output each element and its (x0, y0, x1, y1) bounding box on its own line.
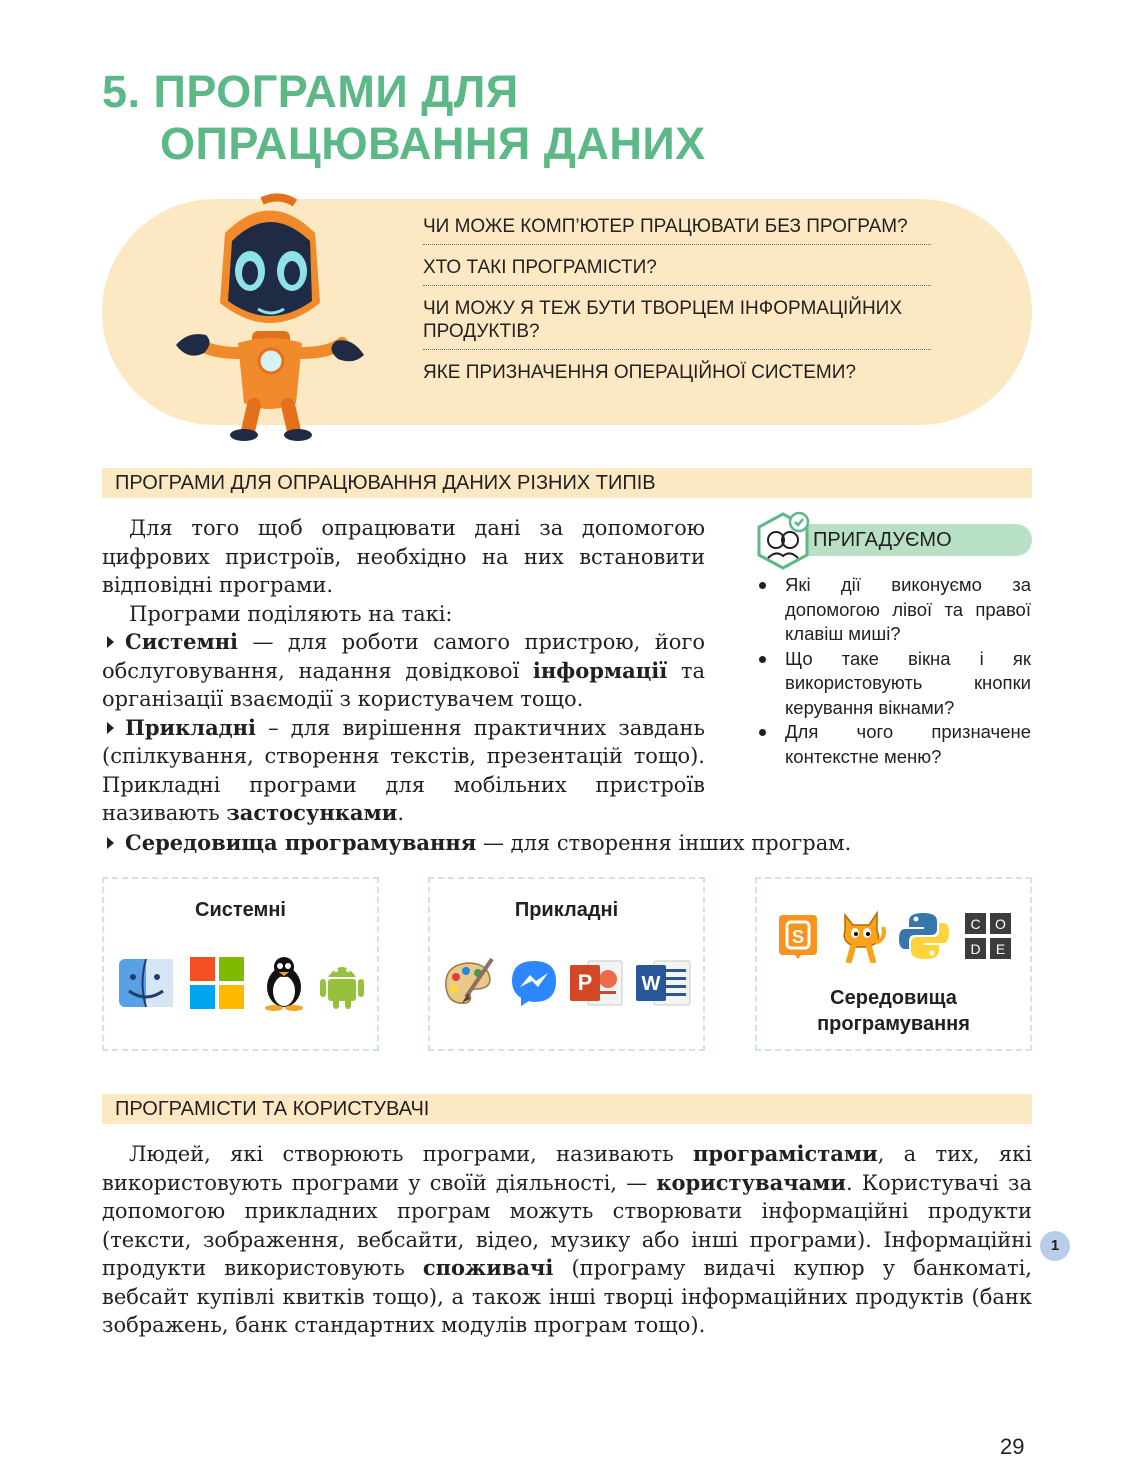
question-item: ХТО ТАКІ ПРОГРАМІСТИ? (423, 254, 931, 286)
section-heading-programmers-users: ПРОГРАМІСТИ ТА КОРИСТУВАЧІ (102, 1094, 1032, 1124)
remember-label: ПРИГАДУЄМО (813, 529, 952, 551)
arrow-bullet-icon (107, 722, 114, 734)
remember-item: Для чого призначене контекстне меню? (757, 720, 1031, 769)
card-dev-environments (755, 877, 1032, 1051)
svg-text:P: P (577, 970, 593, 995)
word-icon (636, 957, 692, 1009)
powerpoint-icon (570, 957, 624, 1009)
code-org-icon (965, 913, 1011, 959)
card-system-programs (102, 877, 379, 1051)
question-item: ЧИ МОЖУ Я ТЕЖ БУТИ ТВОРЦЕМ ІНФОРМАЦІЙНИХ ПРОДУКТІВ? (423, 295, 931, 350)
android-icon (320, 957, 364, 1009)
questions-list (423, 213, 931, 399)
code-letter: C (970, 916, 981, 932)
page-number: 29 (1000, 1434, 1025, 1459)
paint-palette-icon (442, 957, 496, 1009)
side-badge: 1 (1040, 1231, 1070, 1261)
bullet-dev-env: Середовища програмування — для створення інших програм. (102, 829, 1032, 858)
code-letter: D (970, 941, 981, 957)
python-icon (899, 911, 949, 961)
title-line1: 5. ПРОГРАМИ ДЛЯ (102, 66, 519, 117)
card-title: Системні (195, 899, 286, 921)
scratch-cat-icon (837, 909, 887, 963)
linux-tux-icon (262, 955, 306, 1011)
windows-icon (190, 957, 244, 1009)
svg-text:S: S (791, 927, 805, 947)
remember-hexagon-icon (752, 510, 814, 572)
code-letter: O (995, 916, 1006, 932)
remember-list (757, 573, 1031, 769)
section-heading-program-types: ПРОГРАМИ ДЛЯ ОПРАЦЮВАННЯ ДАНИХ РІЗНИХ ТИПІВ (102, 468, 1032, 498)
page-title (102, 66, 706, 170)
scratchjr-icon (775, 913, 821, 959)
remember-item: Які дії виконуємо за допомогою лівої та правої клавіш миші? (757, 573, 1031, 647)
title-line2: ОПРАЦЮВАННЯ ДАНИХ (160, 118, 706, 169)
section2-body (102, 1140, 1032, 1340)
question-item: ЧИ МОЖЕ КОМП’ЮТЕР ПРАЦЮВАТИ БЕЗ ПРОГРАМ? (423, 213, 931, 245)
finder-icon (119, 959, 173, 1007)
card-applied-programs (428, 877, 705, 1051)
card-title: Прикладні (514, 899, 619, 921)
section1-body (102, 514, 705, 828)
svg-text:W: W (641, 973, 661, 995)
paragraph: Для того щоб опрацювати дані за допомогою цифрових пристроїв, необхідно на них встановити відповідні програми. (102, 516, 705, 597)
code-letter: E (995, 941, 1006, 957)
bullet-system: Системні — для роботи самого пристрою, його обслуговування, надання довідкової інформації та організації взаємодії з користувачем тощо. (102, 629, 705, 711)
remember-item: Що таке вікна і як використовують кнопки керування вікнами? (757, 647, 1031, 721)
robot-mascot-icon (170, 193, 370, 443)
arrow-bullet-icon (107, 636, 114, 648)
arrow-bullet-icon (107, 837, 114, 849)
paragraph: Програми поділяють на такі: (129, 601, 453, 626)
paragraph: Людей, які створюють програми, називають програмістами, а тих, які використовують програми у своїй діяльності, — користувачами. Користувачі за допомогою прикладних програм можуть створювати інформаційні продукти (тексти, зображення, вебсайти, відео, музику або інші програми). Інформаційні продукти використовують споживачі (програму видачі купюр у банкоматі, вебсайт купівлі квитків тощо), а також інші творці інформаційних продуктів (банк зображень, банк стандартних модулів програм тощо). (102, 1141, 1032, 1337)
bullet-applied: Прикладні – для вирішення практичних завдань (спілкування, створення текстів, презентацій тощо). Прикладні програми для мобільних пристроїв називають застосунками. (102, 714, 705, 825)
messenger-icon (510, 959, 558, 1007)
card-title: Середовища програмування (817, 987, 970, 1035)
question-item: ЯКЕ ПРИЗНАЧЕННЯ ОПЕРАЦІЙНОЇ СИСТЕМИ? (423, 362, 856, 383)
